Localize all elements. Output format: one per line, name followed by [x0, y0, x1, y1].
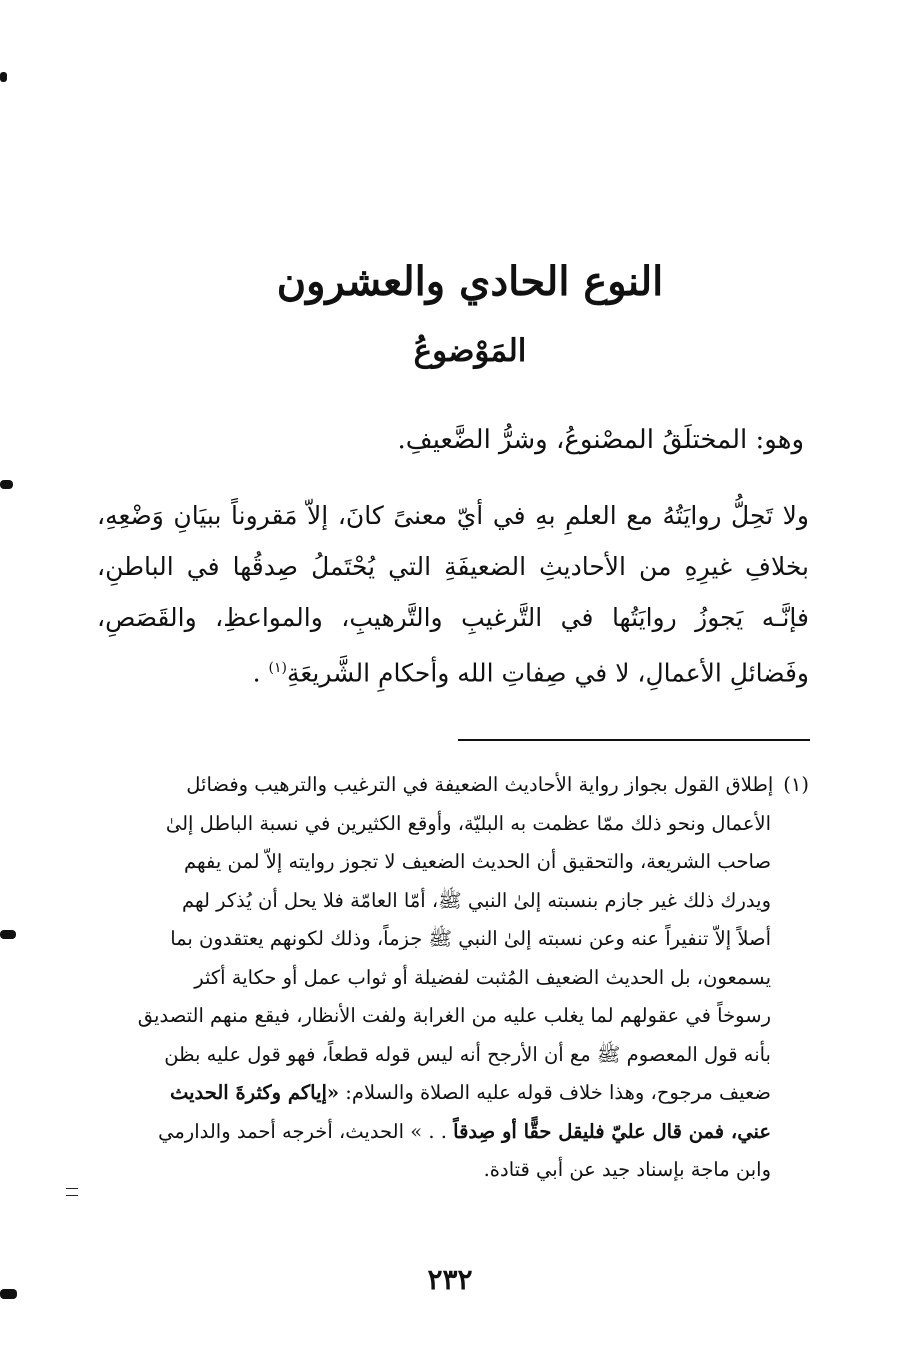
footnote-reference: (١)	[268, 660, 287, 676]
footnote-line: أصلاً إلاّ تنفيراً عنه وعن نسبته إلىٰ النبي ﷺ جزماً، وذلك لكونهم يعتقدون بما	[170, 927, 771, 950]
footnote-line: وابن ماجة بإسناد جيد عن أبي قتادة.	[483, 1158, 771, 1181]
footnote-line: عني، فمن قال عليّ فليقل حقًّا أو صِدقاً . . » الحديث، أخرجه أحمد والدارمي	[158, 1119, 771, 1143]
body-paragraph	[97, 490, 809, 698]
footnote	[97, 766, 809, 1190]
intro-line: وهو: المختلَقُ المصْنوعُ، وشرُّ الضَّعيفِ.	[397, 425, 804, 455]
footnote-number: (١)	[783, 773, 809, 796]
footnote-line: ويدرك ذلك غير جازم بنسبته إلىٰ النبي ﷺ، أمّا العامّة فلا يحل أن يُذكر لهم	[181, 888, 771, 912]
chapter-subtitle: المَوْضوعُ	[413, 333, 527, 369]
page-number: ٢٣٢	[427, 1263, 473, 1296]
scan-edge-mark	[0, 72, 7, 82]
footnote-emphasis: «إياكم وكثرةَ الحديث	[169, 1081, 340, 1104]
body-end: .	[252, 658, 261, 688]
margin-mark	[66, 1188, 78, 1196]
footnote-emphasis: عني، فمن قال عليّ فليقل حقًّا أو صِدقاً	[453, 1119, 771, 1143]
footnote-line: صاحب الشريعة، والتحقيق أن الحديث الضعيف لا تجوز روايته إلاّ لمن يفهم	[184, 850, 771, 873]
scan-edge-mark	[0, 480, 13, 489]
footnote-line: رسوخاً في عقولهم لما يغلب عليه من الغرابة ولفت الأنظار، فيقع منهم التصديق	[137, 1004, 771, 1027]
footnote-line: الأعمال ونحو ذلك ممّا عظمت به البليّة، وأوقع الكثيرين في نسبة الباطل إلىٰ	[165, 811, 771, 835]
footnote-line: ضعيف مرجوح، وهذا خلاف قوله عليه الصلاة والسلام: «إياكم وكثرةَ الحديث	[169, 1081, 771, 1104]
footnote-separator	[458, 739, 810, 741]
chapter-title: النوع الحادي والعشرون	[276, 258, 664, 305]
footnote-line: (١)إطلاق القول بجواز رواية الأحاديث الضعيفة في الترغيب والترهيب وفضائل	[186, 773, 809, 796]
scan-edge-mark	[0, 930, 16, 939]
body-text: ولا تَحِلُّ روايَتُهُ مع العلمِ بهِ في أيّ معنىً كانَ، إلاّ مَقروناً ببيَانِ وَضْعِهِ، بخلافِ غيرِهِ من الأحاديثِ الضعيفَةِ التي يُحْتَملُ صِدقُها في الباطنِ، فإنَّـه يَجوزُ روايَتُها في التَّرغيبِ والتَّرهيبِ، والمواعظِ، والقَصَصِ، وفَضائلِ الأعمالِ، لا في صِفاتِ الله وأحكامِ الشَّريعَةِ	[97, 501, 809, 688]
footnote-line: بأنه قول المعصوم ﷺ مع أن الأرجح أنه ليس قوله قطعاً، فهو قول عليه بظن	[164, 1042, 771, 1066]
footnote-line: يسمعون، بل الحديث الضعيف المُثبت لفضيلة أو ثواب عمل أو حكاية أكثر	[194, 965, 771, 989]
scan-edge-mark	[0, 1289, 17, 1299]
